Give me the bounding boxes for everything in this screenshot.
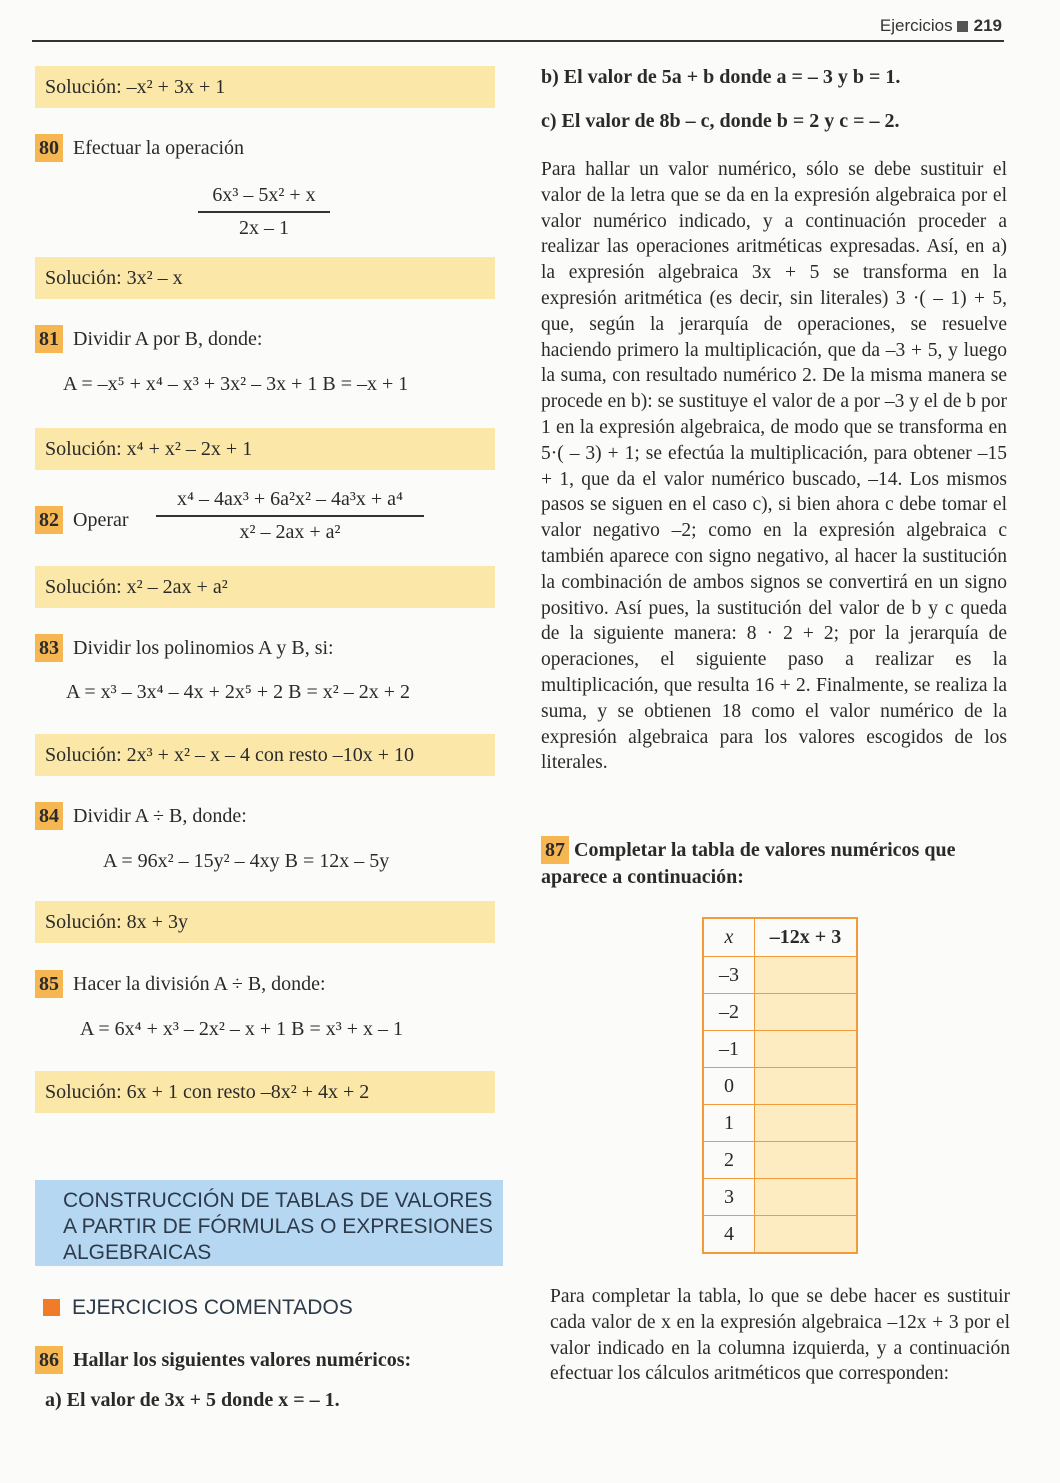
closing-paragraph: Para completar la tabla, lo que se debe hacer es sustituir cada valor de x en la expresión algebraica –12x + 3 por el valor indicado en la columna izquierda, y a continuación efectuar los cálculos aritméticos que corresponden: [550,1286,1010,1385]
part-c: c) El valor de 8b – c, donde b = 2 y c = – 2. [541,110,900,132]
problem-83 [35,634,334,662]
x-value: 1 [703,1105,755,1142]
problem-label: Completar la tabla de valores numéricos que aparece a continuación: [541,839,956,888]
section-title-line: A PARTIR DE FÓRMULAS O EXPRESIONES [63,1215,493,1238]
subsection-heading [43,1296,353,1320]
empty-cell [755,1142,858,1179]
problem-label: Operar [73,509,129,531]
problem-number: 82 [35,506,63,534]
x-value: 0 [703,1068,755,1105]
problem-number: 80 [35,134,63,162]
x-value: 4 [703,1216,755,1254]
problem-label: Dividir los polinomios A y B, si: [73,637,334,659]
empty-cell [755,957,858,994]
solution-82: Solución: x² – 2ax + a² [35,566,495,608]
x-value: 2 [703,1142,755,1179]
table-row [703,1216,857,1254]
empty-cell [755,1179,858,1216]
problem-label: Hallar los siguientes valores numéricos: [73,1349,412,1371]
solution-85: Solución: 6x + 1 con resto –8x² + 4x + 2 [35,1071,495,1113]
empty-cell [755,1031,858,1068]
square-bullet-icon [43,1299,60,1316]
problem-80 [35,134,244,162]
denominator: 2x – 1 [239,216,289,239]
page-number: 219 [973,16,1002,35]
problem-number: 83 [35,634,63,662]
fraction-bar [198,211,330,213]
problem-label: Dividir A ÷ B, donde: [73,805,247,827]
table-row [703,1068,857,1105]
section-title-line: CONSTRUCCIÓN DE TABLAS DE VALORES [63,1189,493,1212]
x-value: –1 [703,1031,755,1068]
solution-79: Solución: –x² + 3x + 1 [35,66,495,108]
table-row [703,1031,857,1068]
explanation-paragraph: Para hallar un valor numérico, sólo se debe sustituir el valor de la letra que se da en la expresión algebraica por el valor numérico indicado, y a continuación proceder a realizar las operaciones aritméticas expresadas. Así, en a) la expresión algebraica 3x + 5 se transforma en la expresión aritmética (es decir, sin literales) 3 ·( – 1) + 5, que, según la jerarquía de operaciones, se resuelve haciendo primero la multiplicación, que da –3 + 5, y luego la suma, con resultado numérico 2. De la misma manera se procede en b): se sustituye el valor de a por –3 y el de b por 1 en la expresión algebraica, de modo que se transforma en 5·( – 3) + 1; se efectúa la multiplicación, para obtener –15 + 1, que da el valor numérico buscado, –14. Los mismos pasos se siguen en el caso c), si bien ahora c debe tomar el valor negativo –2; como en la expresión algebraica c también aparece con signo negativo, al hacer la sustitución la combinación de ambos signos se convertirá en un signo positivo. Así pues, la sustitución del valor de b y c queda de la siguiente manera: 8 · 2 + 2; por la jerarquía de operaciones, el siguiente paso a realizar es la multiplicación, que resulta 16 + 2. Finalmente, se realiza la suma, y se obtienen 18 como el valor numérico de la expresión algebraica para los valores escogidos de los literales. [541,159,1007,774]
problem-87 [541,836,1007,890]
equation-81: A = –x⁵ + x⁴ – x³ + 3x² – 3x + 1 B = –x + 1 [63,373,409,395]
problem-label: Dividir A por B, donde: [73,328,263,350]
fraction-bar [156,515,424,517]
fraction-80 [198,184,330,240]
problem-84 [35,802,247,830]
table-row [703,994,857,1031]
x-value: 3 [703,1179,755,1216]
solution-80: Solución: 3x² – x [35,257,495,299]
empty-cell [755,994,858,1031]
column-header-expression: –12x + 3 [755,918,858,957]
equation-85: A = 6x⁴ + x³ – 2x² – x + 1 B = x³ + x – 1 [80,1018,404,1040]
problem-81 [35,325,262,353]
square-icon [957,21,968,32]
values-table [702,917,858,1254]
x-value: –3 [703,957,755,994]
section-title-line: ALGEBRAICAS [63,1241,212,1264]
problem-number: 86 [35,1346,63,1374]
problem-number: 84 [35,802,63,830]
numerator: x⁴ – 4ax³ + 6a²x² – 4a³x + a⁴ [177,488,403,510]
empty-cell [755,1068,858,1105]
page-header [880,16,1002,36]
solution-83: Solución: 2x³ + x² – x – 4 con resto –10x + 10 [35,734,495,776]
header-rule [32,40,1004,42]
fraction-82 [156,488,424,544]
table-row [703,957,857,994]
solution-81: Solución: x⁴ + x² – 2x + 1 [35,428,495,470]
empty-cell [755,1105,858,1142]
problem-82 [35,506,129,534]
problem-label: Hacer la división A ÷ B, donde: [73,973,326,995]
problem-86 [35,1346,411,1374]
table-header-row [703,918,857,957]
column-header-x: x [703,918,755,957]
section-banner [35,1180,503,1266]
problem-85 [35,970,326,998]
table-row [703,1105,857,1142]
table-row [703,1142,857,1179]
table-row [703,1179,857,1216]
numerator: 6x³ – 5x² + x [212,184,316,206]
denominator: x² – 2ax + a² [239,520,341,543]
x-value: –2 [703,994,755,1031]
part-b: b) El valor de 5a + b donde a = – 3 y b = 1. [541,66,901,88]
empty-cell [755,1216,858,1254]
problem-number: 85 [35,970,63,998]
problem-label: Efectuar la operación [73,137,245,159]
equation-83: A = x³ – 3x⁴ – 4x + 2x⁵ + 2 B = x² – 2x + 2 [66,681,411,703]
part-a: a) El valor de 3x + 5 donde x = – 1. [45,1389,340,1411]
problem-number: 81 [35,325,63,353]
problem-number: 87 [541,836,569,864]
subsection-title: EJERCICIOS COMENTADOS [72,1296,353,1319]
header-section: Ejercicios [879,16,953,35]
equation-84: A = 96x² – 15y² – 4xy B = 12x – 5y [103,850,390,872]
solution-84: Solución: 8x + 3y [35,901,495,943]
